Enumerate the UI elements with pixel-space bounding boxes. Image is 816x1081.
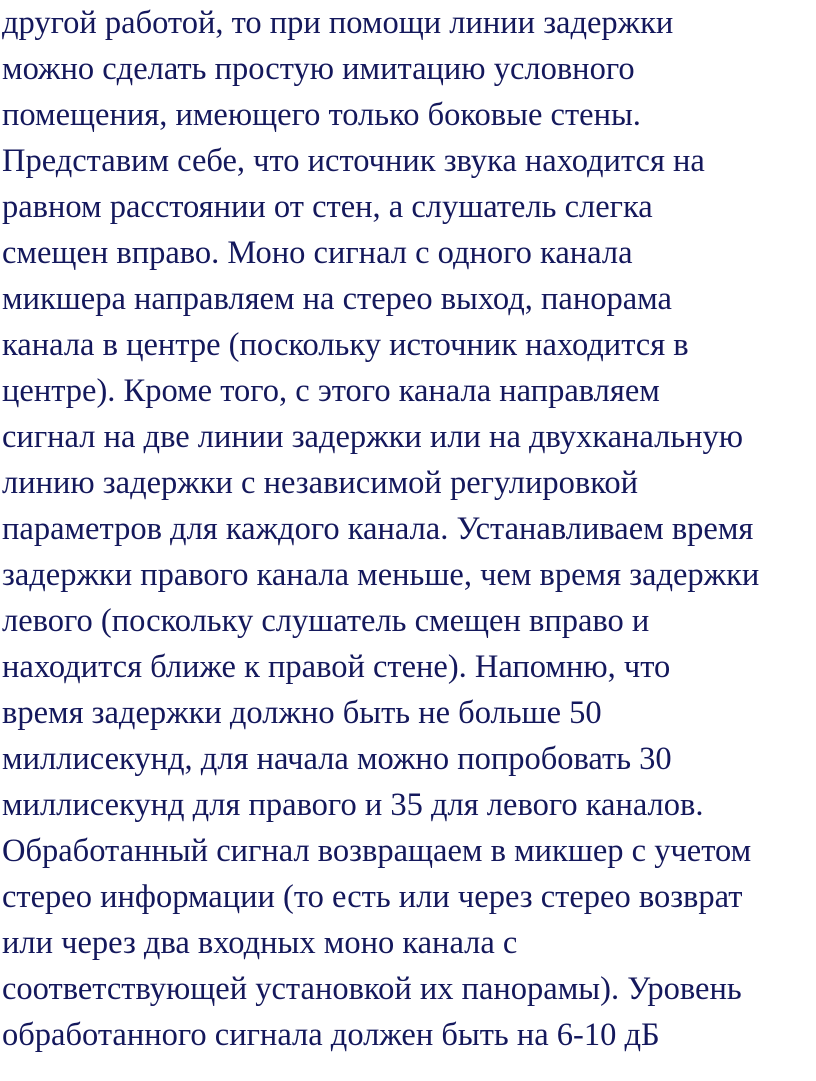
text-line: левого (поскольку слушатель смещен вправо и	[2, 603, 650, 639]
text-line: время задержки должно быть не больше 50	[2, 695, 602, 731]
text-line: соответствующей установкой их панорамы). Уровень	[2, 971, 742, 1007]
text-line: сигнал на две линии задержки или на двухканальную	[2, 419, 744, 455]
text-line: или через два входных моно канала с	[2, 925, 518, 961]
text-line: Обработанный сигнал возвращаем в микшер с учетом	[2, 833, 752, 869]
text-line: миллисекунд для правого и 35 для левого каналов.	[2, 787, 704, 823]
text-line: линию задержки с независимой регулировкой	[2, 465, 639, 501]
text-line: можно сделать простую имитацию условного	[2, 51, 635, 87]
text-line: смещен вправо. Моно сигнал с одного канала	[2, 235, 633, 271]
text-line: другой работой, то при помощи линии задержки	[2, 5, 674, 41]
text-line: равном расстоянии от стен, а слушатель слегка	[2, 189, 653, 225]
text-line: микшера направляем на стерео выход, панорама	[2, 281, 672, 317]
text-line: задержки правого канала меньше, чем время задержки	[2, 557, 760, 593]
text-line: канала в центре (поскольку источник находится в	[2, 327, 689, 363]
text-line: параметров для каждого канала. Устанавливаем время	[2, 511, 754, 547]
text-line: находится ближе к правой стене). Напомню, что	[2, 649, 671, 685]
text-line: миллисекунд, для начала можно попробовать 30	[2, 741, 672, 777]
text-line: помещения, имеющего только боковые стены.	[2, 97, 641, 133]
text-line: обработанного сигнала должен быть на 6-10 дБ	[2, 1017, 660, 1053]
text-line: стерео информации (то есть или через стерео возврат	[2, 879, 743, 915]
text-line: Представим себе, что источник звука находится на	[2, 143, 705, 179]
text-line: центре). Кроме того, с этого канала направляем	[2, 373, 660, 409]
